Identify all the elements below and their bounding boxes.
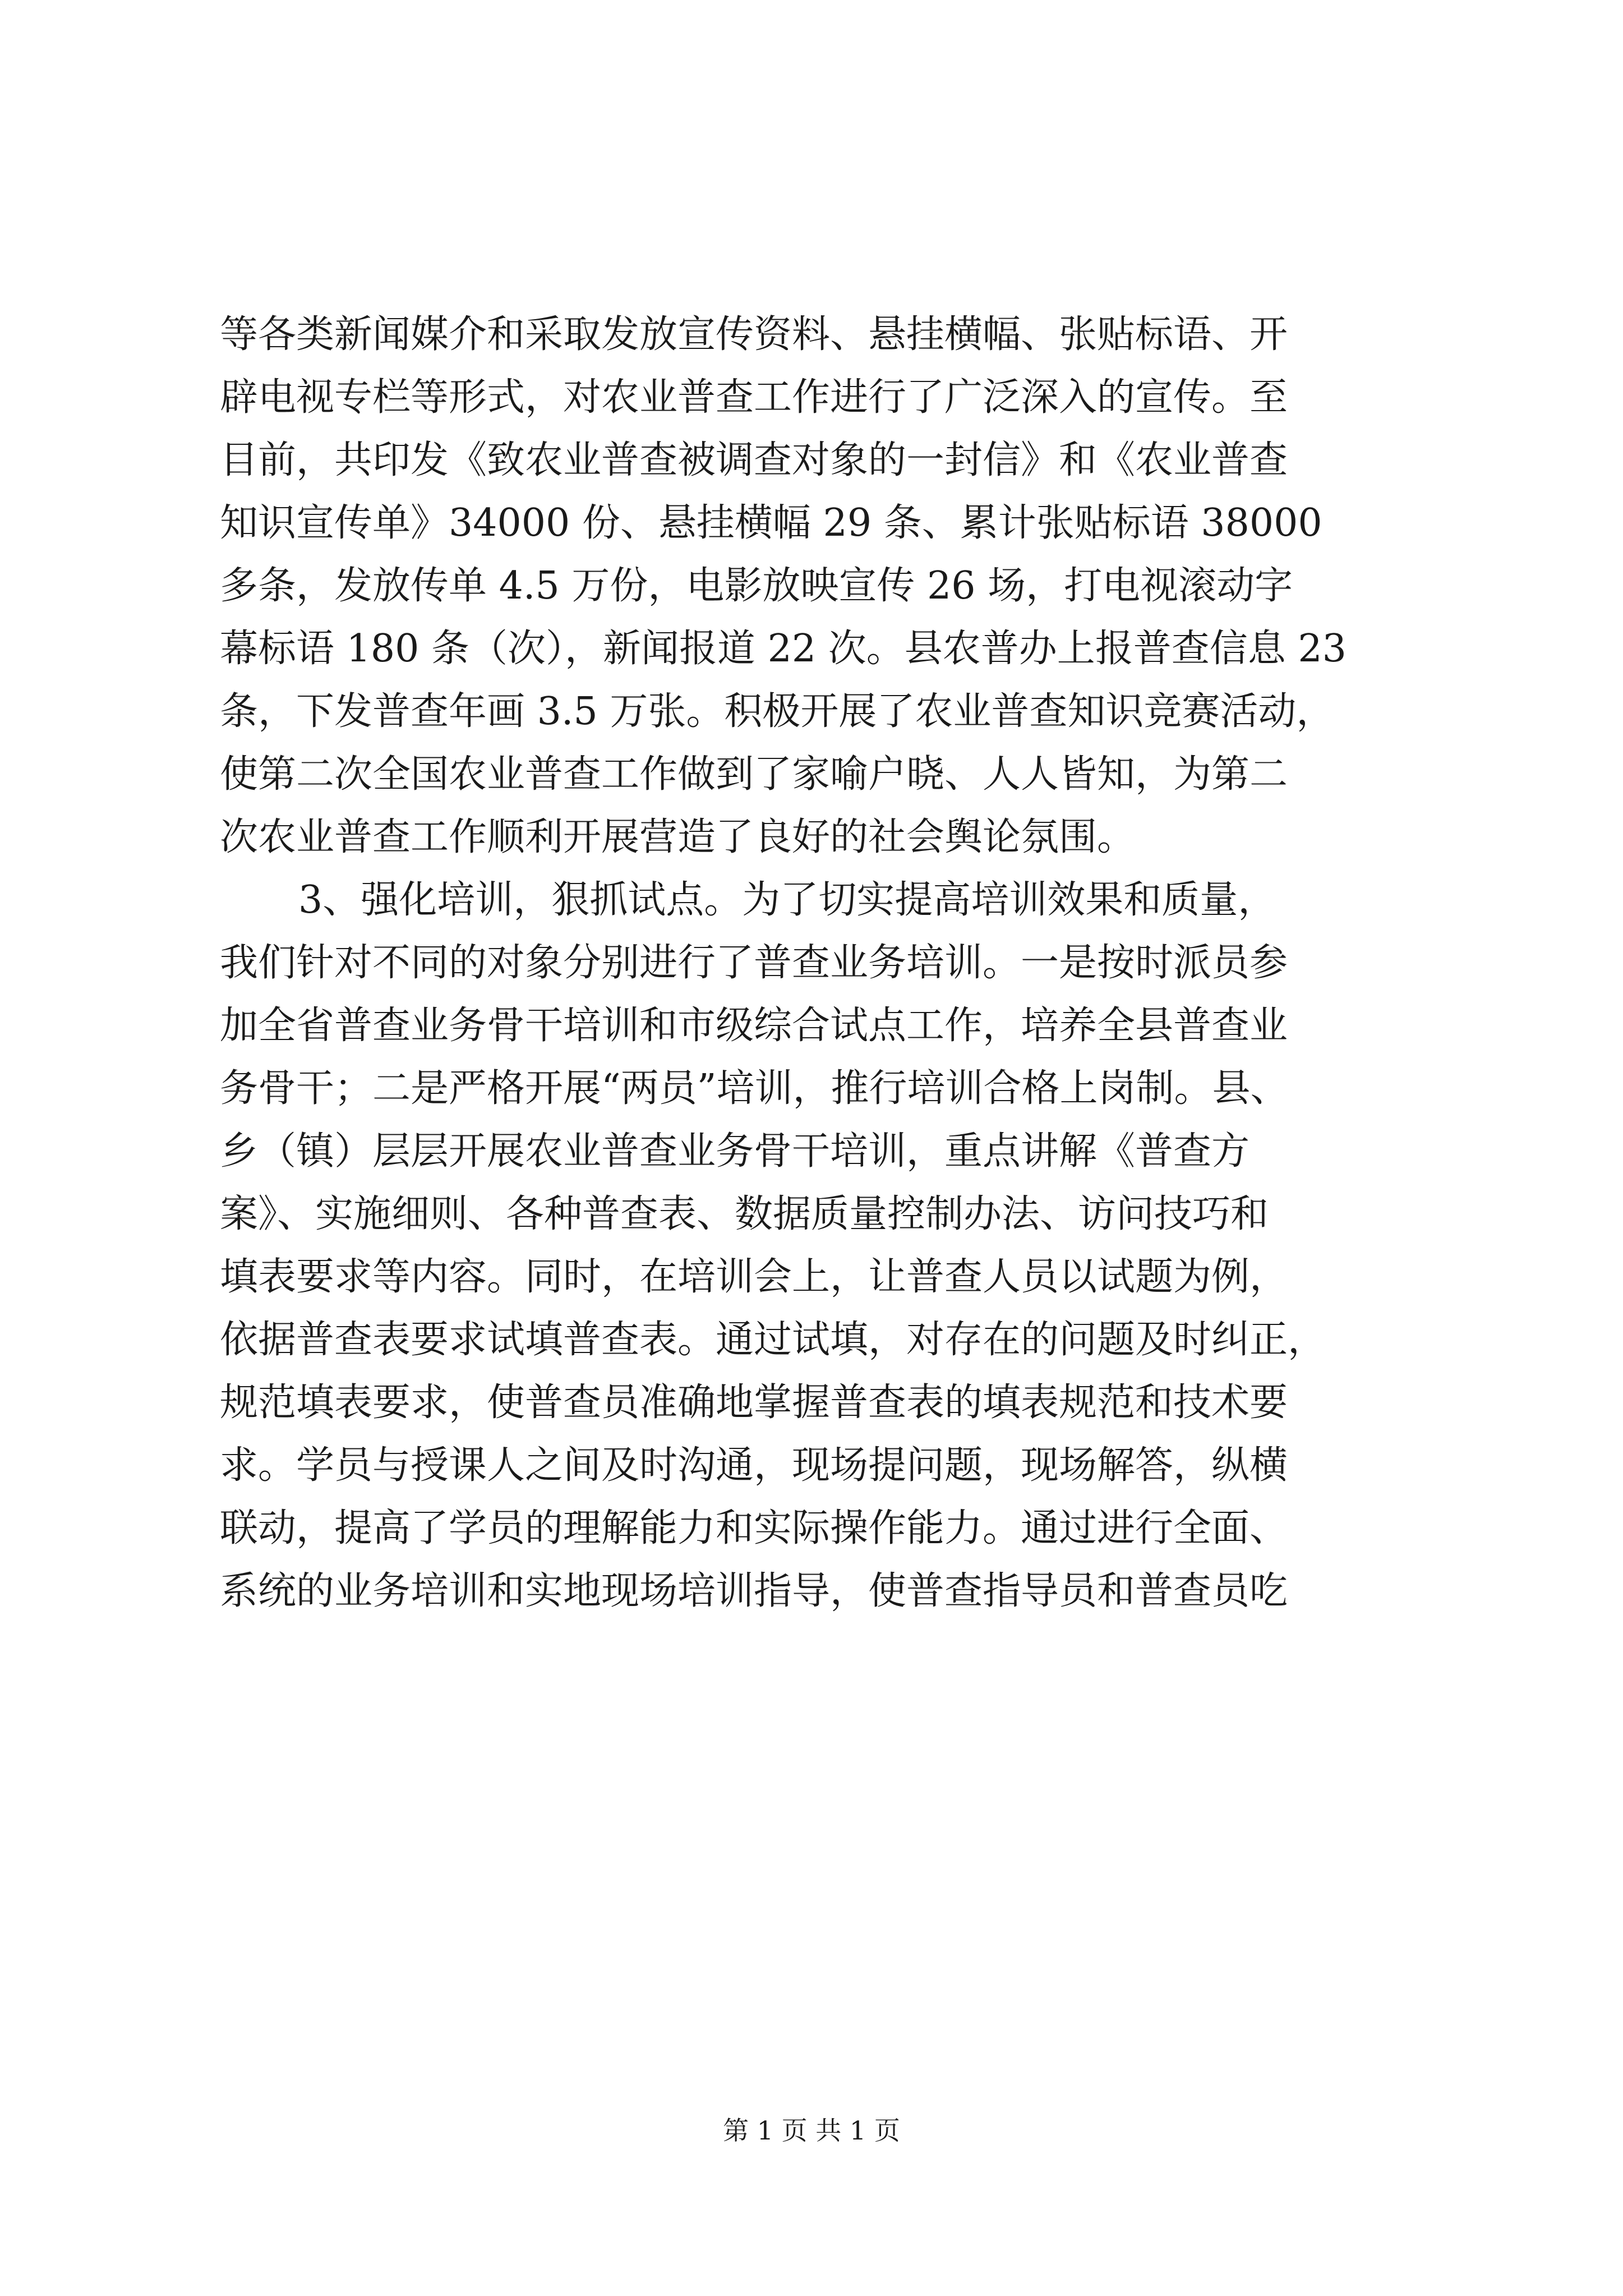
text-line: 我们针对不同的对象分别进行了普查业务培训。一是按时派员参	[220, 941, 1288, 985]
text-line: 多条，发放传单 4.5 万份，电影放映宣传 26 场，打电视滚动字	[220, 564, 1293, 608]
paragraph-start-line: 3、强化培训，狠抓试点。为了切实提高培训效果和质量，	[298, 878, 1276, 922]
text-line: 使第二次全国农业普查工作做到了家喻户晓、人人皆知，为第二	[220, 752, 1288, 797]
text-line: 规范填表要求，使普查员准确地掌握普查表的填表规范和技术要	[220, 1381, 1288, 1425]
text-line: 案》、实施细则、各种普查表、数据质量控制办法、访问技巧和	[220, 1192, 1269, 1236]
text-line: 等各类新闻媒介和采取发放宣传资料、悬挂横幅、张贴标语、开	[220, 312, 1288, 357]
page-footer: 第 1 页 共 1 页	[723, 2115, 900, 2146]
text-line: 系统的业务培训和实地现场培训指导，使普查指导员和普查员吃	[220, 1569, 1288, 1613]
text-line: 条，下发普查年画 3.5 万张。积极开展了农业普查知识竞赛活动，	[220, 689, 1335, 734]
text-line: 幕标语 180 条（次），新闻报道 22 次。县农普办上报普查信息 23	[220, 627, 1347, 671]
text-line: 知识宣传单》34000 份、悬挂横幅 29 条、累计张贴标语 38000	[220, 501, 1322, 545]
text-line: 填表要求等内容。同时，在培训会上，让普查人员以试题为例，	[220, 1255, 1288, 1299]
text-line: 加全省普查业务骨干培训和市级综合试点工作，培养全县普查业	[220, 1004, 1288, 1048]
text-line: 联动，提高了学员的理解能力和实际操作能力。通过进行全面、	[220, 1506, 1288, 1550]
text-line: 目前，共印发《致农业普查被调查对象的一封信》和《农业普查	[220, 438, 1288, 482]
text-line: 务骨干；二是严格开展“两员”培训，推行培训合格上岗制。县、	[220, 1066, 1289, 1111]
text-line: 乡（镇）层层开展农业普查业务骨干培训，重点讲解《普查方	[220, 1129, 1250, 1174]
text-line: 次农业普查工作顺利开展营造了良好的社会舆论氛围。	[220, 815, 1136, 859]
text-line: 依据普查表要求试填普查表。通过试填，对存在的问题及时纠正，	[220, 1318, 1326, 1362]
text-line: 求。学员与授课人之间及时沟通，现场提问题，现场解答，纵横	[220, 1443, 1288, 1488]
text-line: 辟电视专栏等形式，对农业普查工作进行了广泛深入的宣传。至	[220, 375, 1288, 420]
